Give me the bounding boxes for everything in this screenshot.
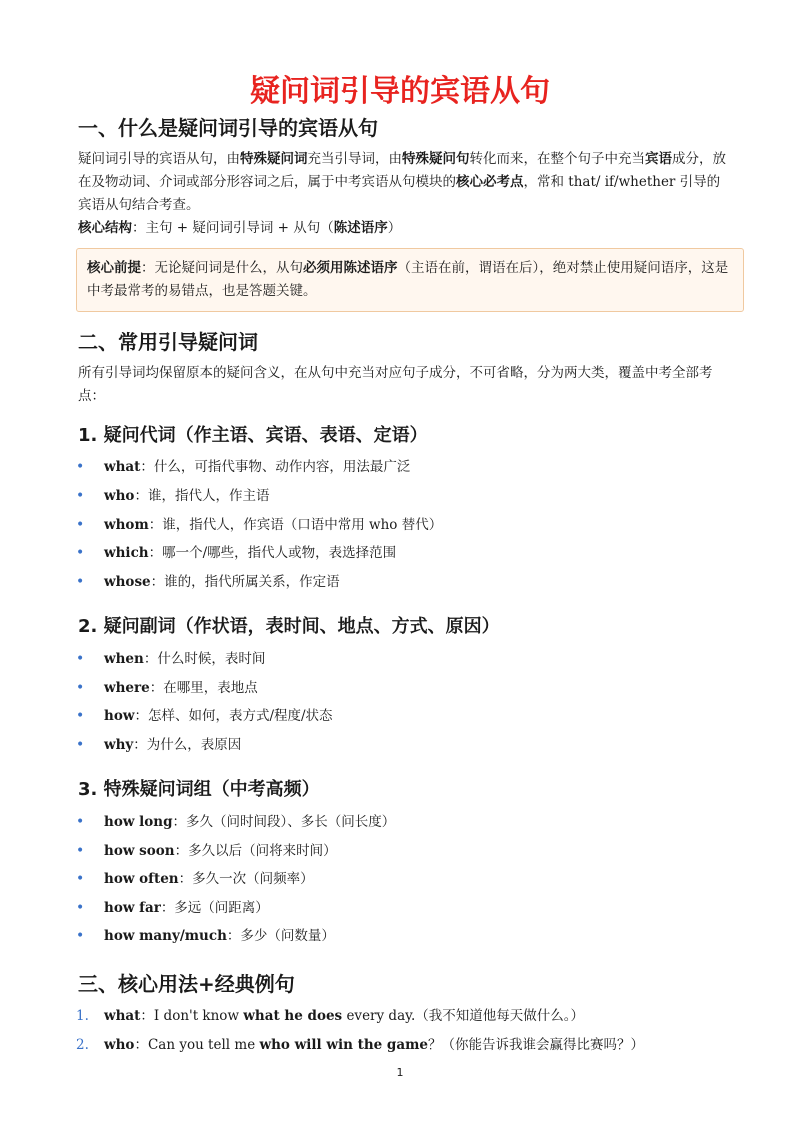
group-2-heading: 2. 疑问副词（作状语，表时间、地点、方式、原因）: [78, 616, 500, 637]
bullet-icon: •: [76, 459, 85, 475]
example-item: 1. what：I don't know what he does every day.（我不知道他每天做什么。）: [76, 1008, 584, 1024]
bullet-icon: •: [76, 814, 85, 830]
list-item: • why：为什么，表原因: [76, 734, 241, 756]
list-item: • how：怎样、如何，表方式/程度/状态: [76, 705, 333, 727]
document-title: 疑问词引导的宾语从句: [250, 74, 550, 109]
core-structure-label: 核心结构: [78, 220, 132, 236]
bullet-icon: •: [76, 574, 85, 590]
bullet-icon: •: [76, 545, 85, 561]
group-1-heading: 1. 疑问代词（作主语、宾语、表语、定语）: [78, 425, 428, 446]
bullet-icon: •: [76, 680, 85, 696]
bullet-icon: •: [76, 488, 85, 504]
bullet-icon: •: [76, 517, 85, 533]
bullet-icon: •: [76, 737, 85, 753]
bullet-icon: •: [76, 843, 85, 859]
bullet-icon: •: [76, 928, 85, 944]
page-number: 1: [396, 1066, 404, 1079]
example-item: 2. who：Can you tell me who will win the game？（你能告诉我谁会赢得比赛吗？）: [76, 1037, 644, 1053]
section-1-heading: 一、什么是疑问词引导的宾语从句: [78, 116, 378, 140]
core-premise-callout: 核心前提：无论疑问词是什么，从句必须用陈述语序（主语在前，谓语在后），绝对禁止使用疑问语序，这是中考最常考的易错点，也是答题关键。: [76, 248, 744, 312]
bullet-icon: •: [76, 708, 85, 724]
section-3-heading: 三、核心用法+经典例句: [78, 972, 295, 996]
bullet-icon: •: [76, 900, 85, 916]
section-2-heading: 二、常用引导疑问词: [78, 330, 258, 354]
list-item: • whom：谁，指代人，作宾语（口语中常用 who 替代）: [76, 514, 442, 536]
section-2-intro: 所有引导词均保留原本的疑问含义，在从句中充当对应句子成分，不可省略，分为两大类，覆盖中考全部考点：: [78, 365, 713, 404]
list-item: • how many/much：多少（问数量）: [76, 925, 335, 947]
list-item: • how far：多远（问距离）: [76, 897, 269, 919]
list-item: • where：在哪里，表地点: [76, 677, 258, 699]
list-item: • which：哪一个/哪些，指代人或物，表选择范围: [76, 542, 396, 564]
list-item: • when：什么时候，表时间: [76, 648, 265, 670]
list-item: • who：谁，指代人，作主语: [76, 485, 269, 507]
list-item: • how long：多久（问时间段）、多长（问长度）: [76, 811, 395, 833]
section-1-paragraph: 疑问词引导的宾语从句，由特殊疑问词充当引导词，由特殊疑问句转化而来，在整个句子中充当宾语成分，放在及物动词、介词或部分形容词之后，属于中考宾语从句模块的核心必考点，常和 that/ if/whether 引导的宾语从句结合考查。: [78, 151, 726, 213]
bullet-icon: •: [76, 651, 85, 667]
list-item: • how soon：多久以后（问将来时间）: [76, 840, 337, 862]
core-premise-label: 核心前提: [87, 260, 141, 276]
list-item: • how often：多久一次（问频率）: [76, 868, 314, 890]
bullet-icon: •: [76, 871, 85, 887]
group-3-heading: 3. 特殊疑问词组（中考高频）: [78, 779, 320, 800]
list-item: • what：什么，可指代事物、动作内容，用法最广泛: [76, 456, 410, 478]
core-structure: 核心结构：主句 + 疑问词引导词 + 从句（陈述语序）: [78, 220, 402, 236]
list-item: • whose：谁的，指代所属关系，作定语: [76, 571, 340, 593]
